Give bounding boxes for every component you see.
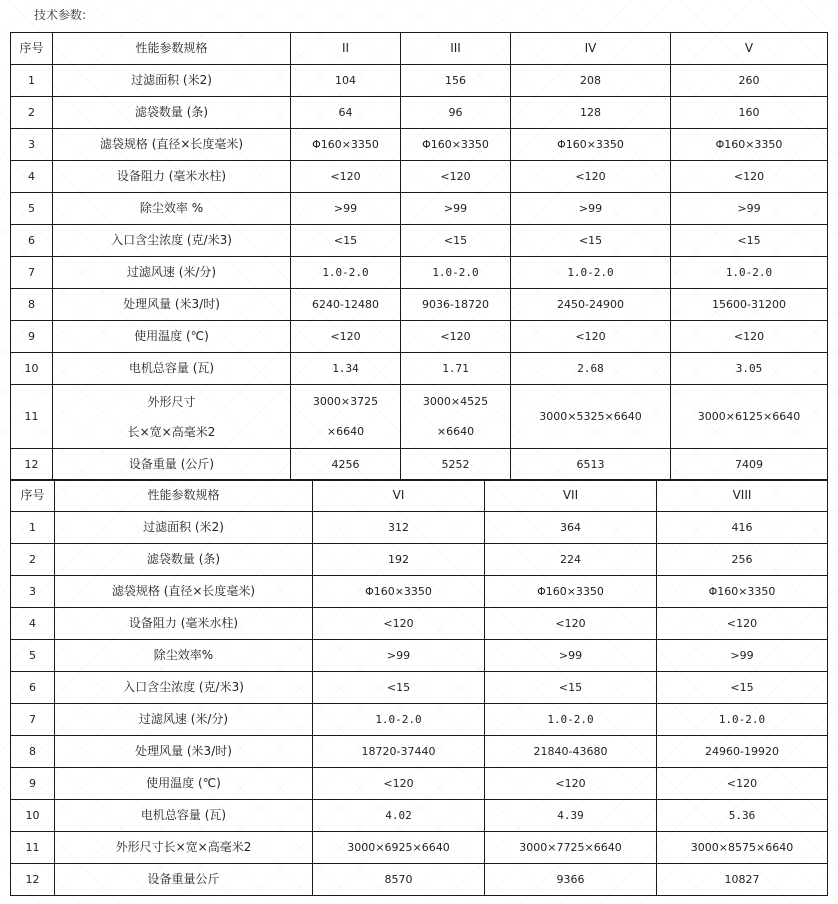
table-row <box>11 193 828 225</box>
cell-value: 5.36 <box>657 800 828 832</box>
table-header-row <box>11 33 828 65</box>
cell-value: 1.0-2.0 <box>657 704 828 736</box>
cell-value: 64 <box>291 97 401 129</box>
cell-value: 2.68 <box>511 353 671 385</box>
table-row <box>11 65 828 97</box>
cell-value: <120 <box>291 321 401 353</box>
row-no: 1 <box>11 65 53 97</box>
cell-value <box>401 385 511 449</box>
row-param: 入口含尘浓度 (克/米3) <box>55 672 313 704</box>
page-heading: 技术参数: <box>34 8 87 22</box>
cell-value: 1.0-2.0 <box>313 704 485 736</box>
row-no: 8 <box>11 289 53 321</box>
cell-value: 1.0-2.0 <box>485 704 657 736</box>
cell-value: 3000×6925×6640 <box>313 832 485 864</box>
row-param: 设备重量 (公斤) <box>53 449 291 481</box>
cell-value: 3000×6125×6640 <box>671 385 828 449</box>
cell-value: <15 <box>671 225 828 257</box>
cell-value: Φ160×3350 <box>401 129 511 161</box>
header-no: 序号 <box>11 480 55 512</box>
table-header-row <box>11 480 828 512</box>
cell-value: 3000×5325×6640 <box>511 385 671 449</box>
table-row <box>11 225 828 257</box>
row-no: 4 <box>11 608 55 640</box>
cell-value: 1.34 <box>291 353 401 385</box>
row-no: 2 <box>11 544 55 576</box>
row-param: 使用温度 (℃) <box>55 768 313 800</box>
row-param: 设备重量公斤 <box>55 864 313 896</box>
row-no: 1 <box>11 512 55 544</box>
cell-value: 1.0-2.0 <box>671 257 828 289</box>
table-row <box>11 672 828 704</box>
cell-value: <120 <box>291 161 401 193</box>
table-row <box>11 576 828 608</box>
table-row <box>11 704 828 736</box>
row-param: 过滤风速 (米/分) <box>53 257 291 289</box>
cell-value: 364 <box>485 512 657 544</box>
cell-value: <15 <box>401 225 511 257</box>
cell-value: >99 <box>657 640 828 672</box>
row-no: 6 <box>11 225 53 257</box>
table-row <box>11 864 828 896</box>
table-row <box>11 640 828 672</box>
row-param: 处理风量 (米3/时) <box>53 289 291 321</box>
table-row <box>11 289 828 321</box>
row-no: 7 <box>11 257 53 289</box>
cell-value: <120 <box>485 768 657 800</box>
cell-value: 4256 <box>291 449 401 481</box>
row-param: 除尘效率 % <box>53 193 291 225</box>
row-param: 入口含尘浓度 (克/米3) <box>53 225 291 257</box>
cell-value: 21840-43680 <box>485 736 657 768</box>
cell-value: 224 <box>485 544 657 576</box>
cell-value: 192 <box>313 544 485 576</box>
header-no: 序号 <box>11 33 53 65</box>
row-no: 12 <box>11 449 53 481</box>
cell-value: >99 <box>485 640 657 672</box>
cell-value: 1.0-2.0 <box>511 257 671 289</box>
cell-value: >99 <box>291 193 401 225</box>
cell-value: 260 <box>671 65 828 97</box>
cell-value: >99 <box>313 640 485 672</box>
header-model-8: VIII <box>657 480 828 512</box>
cell-value: 1.71 <box>401 353 511 385</box>
cell-value: 15600-31200 <box>671 289 828 321</box>
table-row <box>11 257 828 289</box>
table-row <box>11 768 828 800</box>
table-row <box>11 321 828 353</box>
cell-value: <15 <box>657 672 828 704</box>
row-param: 电机总容量 (瓦) <box>55 800 313 832</box>
row-param: 除尘效率% <box>55 640 313 672</box>
row-param-line: 外形尺寸 <box>147 394 196 409</box>
cell-value: <120 <box>671 161 828 193</box>
row-param <box>53 385 291 449</box>
row-no: 9 <box>11 321 53 353</box>
row-no: 3 <box>11 576 55 608</box>
cell-value: <15 <box>511 225 671 257</box>
cell-value: <120 <box>401 161 511 193</box>
table-row <box>11 800 828 832</box>
cell-value: <120 <box>511 161 671 193</box>
row-param-line: 长×宽×高毫米2 <box>127 424 216 439</box>
cell-value: Φ160×3350 <box>511 129 671 161</box>
row-param: 滤袋数量 (条) <box>55 544 313 576</box>
cell-value: <15 <box>485 672 657 704</box>
cell-value: 416 <box>657 512 828 544</box>
cell-value: <120 <box>671 321 828 353</box>
cell-value: 6240-12480 <box>291 289 401 321</box>
cell-value: 104 <box>291 65 401 97</box>
header-model-6: VI <box>313 480 485 512</box>
header-model-3: III <box>401 33 511 65</box>
cell-value: 160 <box>671 97 828 129</box>
cell-value: <15 <box>313 672 485 704</box>
cell-value: 6513 <box>511 449 671 481</box>
row-param: 滤袋规格 (直径×长度毫米) <box>55 576 313 608</box>
cell-value: 256 <box>657 544 828 576</box>
row-no: 3 <box>11 129 53 161</box>
cell-line: ×6640 <box>436 424 475 438</box>
row-param: 过滤面积 (米2) <box>53 65 291 97</box>
cell-line: ×6640 <box>326 424 365 438</box>
row-param: 滤袋规格 (直径×长度毫米) <box>53 129 291 161</box>
table-row <box>11 608 828 640</box>
cell-line: 3000×4525 <box>422 394 489 408</box>
cell-value: >99 <box>511 193 671 225</box>
table-row <box>11 736 828 768</box>
cell-value: <120 <box>511 321 671 353</box>
cell-value: 128 <box>511 97 671 129</box>
cell-value: 1.0-2.0 <box>401 257 511 289</box>
cell-value: 18720-37440 <box>313 736 485 768</box>
row-no: 4 <box>11 161 53 193</box>
table-row <box>11 449 828 481</box>
cell-value <box>291 385 401 449</box>
row-no: 9 <box>11 768 55 800</box>
header-model-4: IV <box>511 33 671 65</box>
cell-value: >99 <box>401 193 511 225</box>
row-no: 11 <box>11 385 53 449</box>
table-row <box>11 544 828 576</box>
row-param: 外形尺寸长×宽×高毫米2 <box>55 832 313 864</box>
cell-value: 312 <box>313 512 485 544</box>
header-model-7: VII <box>485 480 657 512</box>
header-model-5: V <box>671 33 828 65</box>
cell-value: 10827 <box>657 864 828 896</box>
cell-value: Φ160×3350 <box>671 129 828 161</box>
cell-line: 3000×3725 <box>312 394 379 408</box>
row-param: 设备阻力 (毫米水柱) <box>55 608 313 640</box>
table-row <box>11 385 828 449</box>
header-model-2: II <box>291 33 401 65</box>
row-param: 处理风量 (米3/时) <box>55 736 313 768</box>
cell-value: <120 <box>313 768 485 800</box>
row-param: 过滤面积 (米2) <box>55 512 313 544</box>
cell-value: 8570 <box>313 864 485 896</box>
cell-value: 3.05 <box>671 353 828 385</box>
row-no: 5 <box>11 193 53 225</box>
cell-value: 3000×7725×6640 <box>485 832 657 864</box>
spec-table-models-6-8 <box>10 479 828 896</box>
cell-value: 7409 <box>671 449 828 481</box>
spec-table-models-2-5 <box>10 32 828 481</box>
cell-value: 96 <box>401 97 511 129</box>
row-param: 使用温度 (℃) <box>53 321 291 353</box>
cell-value: 24960-19920 <box>657 736 828 768</box>
header-param: 性能参数规格 <box>53 33 291 65</box>
cell-value: 1.0-2.0 <box>291 257 401 289</box>
cell-value: Φ160×3350 <box>291 129 401 161</box>
row-no: 10 <box>11 353 53 385</box>
table-row <box>11 353 828 385</box>
cell-value: 208 <box>511 65 671 97</box>
cell-value: >99 <box>671 193 828 225</box>
cell-value: <15 <box>291 225 401 257</box>
row-no: 6 <box>11 672 55 704</box>
cell-value: <120 <box>401 321 511 353</box>
row-param: 过滤风速 (米/分) <box>55 704 313 736</box>
row-param: 设备阻力 (毫米水柱) <box>53 161 291 193</box>
row-no: 11 <box>11 832 55 864</box>
row-no: 8 <box>11 736 55 768</box>
row-param: 滤袋数量 (条) <box>53 97 291 129</box>
cell-value: Φ160×3350 <box>485 576 657 608</box>
header-param: 性能参数规格 <box>55 480 313 512</box>
row-no: 7 <box>11 704 55 736</box>
table-row <box>11 161 828 193</box>
row-no: 12 <box>11 864 55 896</box>
cell-value: Φ160×3350 <box>313 576 485 608</box>
row-no: 10 <box>11 800 55 832</box>
cell-value: <120 <box>313 608 485 640</box>
row-param: 电机总容量 (瓦) <box>53 353 291 385</box>
cell-value: 5252 <box>401 449 511 481</box>
table-row <box>11 512 828 544</box>
table-row <box>11 97 828 129</box>
cell-value: 3000×8575×6640 <box>657 832 828 864</box>
cell-value: <120 <box>485 608 657 640</box>
cell-value: <120 <box>657 608 828 640</box>
table-row <box>11 129 828 161</box>
cell-value: 4.02 <box>313 800 485 832</box>
cell-value: 9036-18720 <box>401 289 511 321</box>
cell-value: 2450-24900 <box>511 289 671 321</box>
cell-value: Φ160×3350 <box>657 576 828 608</box>
table-row <box>11 832 828 864</box>
row-no: 5 <box>11 640 55 672</box>
cell-value: 156 <box>401 65 511 97</box>
cell-value: 4.39 <box>485 800 657 832</box>
cell-value: 9366 <box>485 864 657 896</box>
cell-value: <120 <box>657 768 828 800</box>
row-no: 2 <box>11 97 53 129</box>
